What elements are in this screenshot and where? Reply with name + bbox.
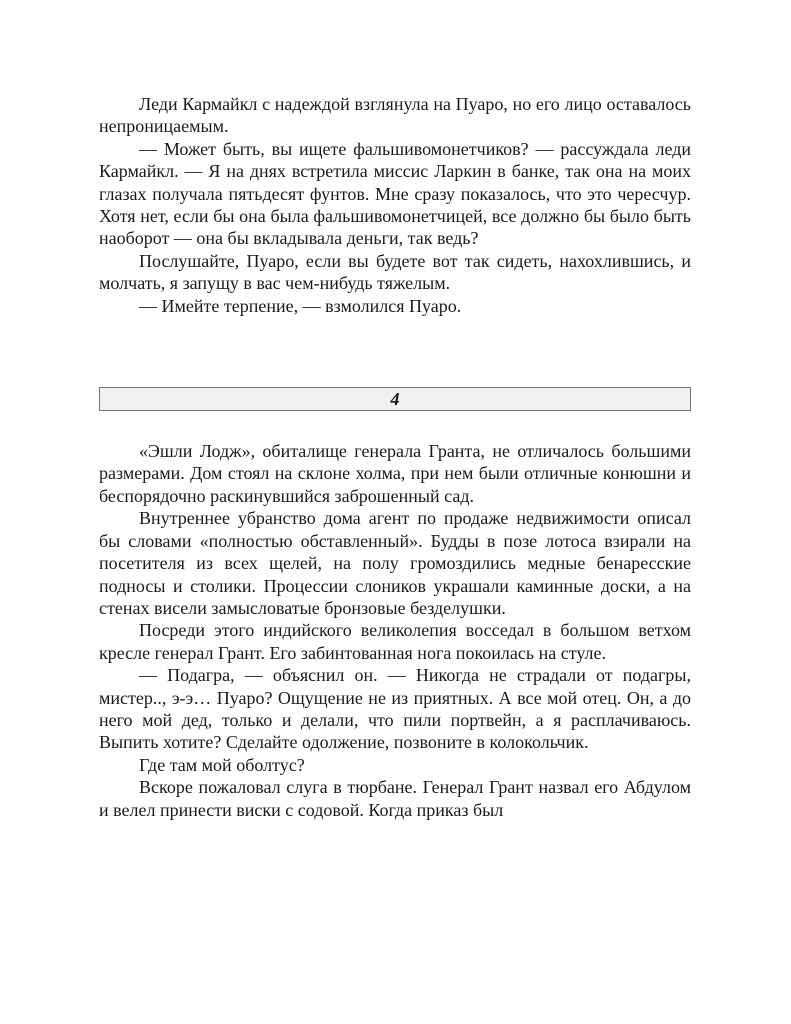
paragraph: Вскоре пожаловал слуга в тюрбане. Генерал Грант назвал его Абдулом и велел принести виски с содовой. Когда приказ был [99, 777, 691, 820]
document-page [99, 93, 691, 821]
paragraph: Леди Кармайкл с надеждой взглянула на Пуаро, но его лицо оставалось непроницаемым. [99, 94, 691, 137]
paragraph: — Имейте терпение, — взмолился Пуаро. [139, 295, 462, 316]
chapter-number: 4 [390, 389, 400, 410]
section-1 [99, 93, 691, 317]
paragraph: Посреди этого индийского великолепия восседал в большом ветхом кресле генерал Грант. Его забинтованная нога покоилась на стуле. [99, 620, 691, 663]
section-2 [99, 440, 691, 821]
paragraph: Внутреннее убранство дома агент по продаже недвижимости описал бы словами «полностью обставленный». Будды в позе лотоса взирали на посетителя из всех щелей, на полу громоздились медные бенаресские подносы и столики. Процессии слоников украшали каминные доски, а на стенах висели замысловатые бронзовые безделушки. [99, 508, 691, 618]
chapter-heading [99, 387, 691, 411]
paragraph: — Подагра, — объяснил он. — Никогда не страдали от подагры, мистер.., э-э… Пуаро? Ощущение не из приятных. А все мой отец. Он, а до него мой дед, только и делали, что пили портвейн, а я расплачиваюсь. Выпить хотите? Сделайте одолжение, позвоните в колокольчик. [99, 665, 691, 753]
paragraph: «Эшли Лодж», обиталище генерала Гранта, не отличалось большими размерами. Дом стоял на склоне холма, при нем были отличные конюшни и беспорядочно раскинувшийся заброшенный сад. [99, 441, 691, 506]
paragraph: — Может быть, вы ищете фальшивомонетчиков? — рассуждала леди Кармайкл. — Я на днях встретила миссис Ларкин в банке, так она на моих глазах получала пятьдесят фунтов. Мне сразу показалось, что это чересчур. Хотя нет, если бы она была фальшивомонетчицей, все должно бы было быть наоборот — она бы вкладывала деньги, так ведь? [99, 138, 691, 249]
paragraph: Послушайте, Пуаро, если вы будете вот так сидеть, нахохлившись, и молчать, я запущу в вас чем-нибудь тяжелым. [99, 250, 691, 294]
paragraph: Где там мой оболтус? [139, 754, 305, 775]
